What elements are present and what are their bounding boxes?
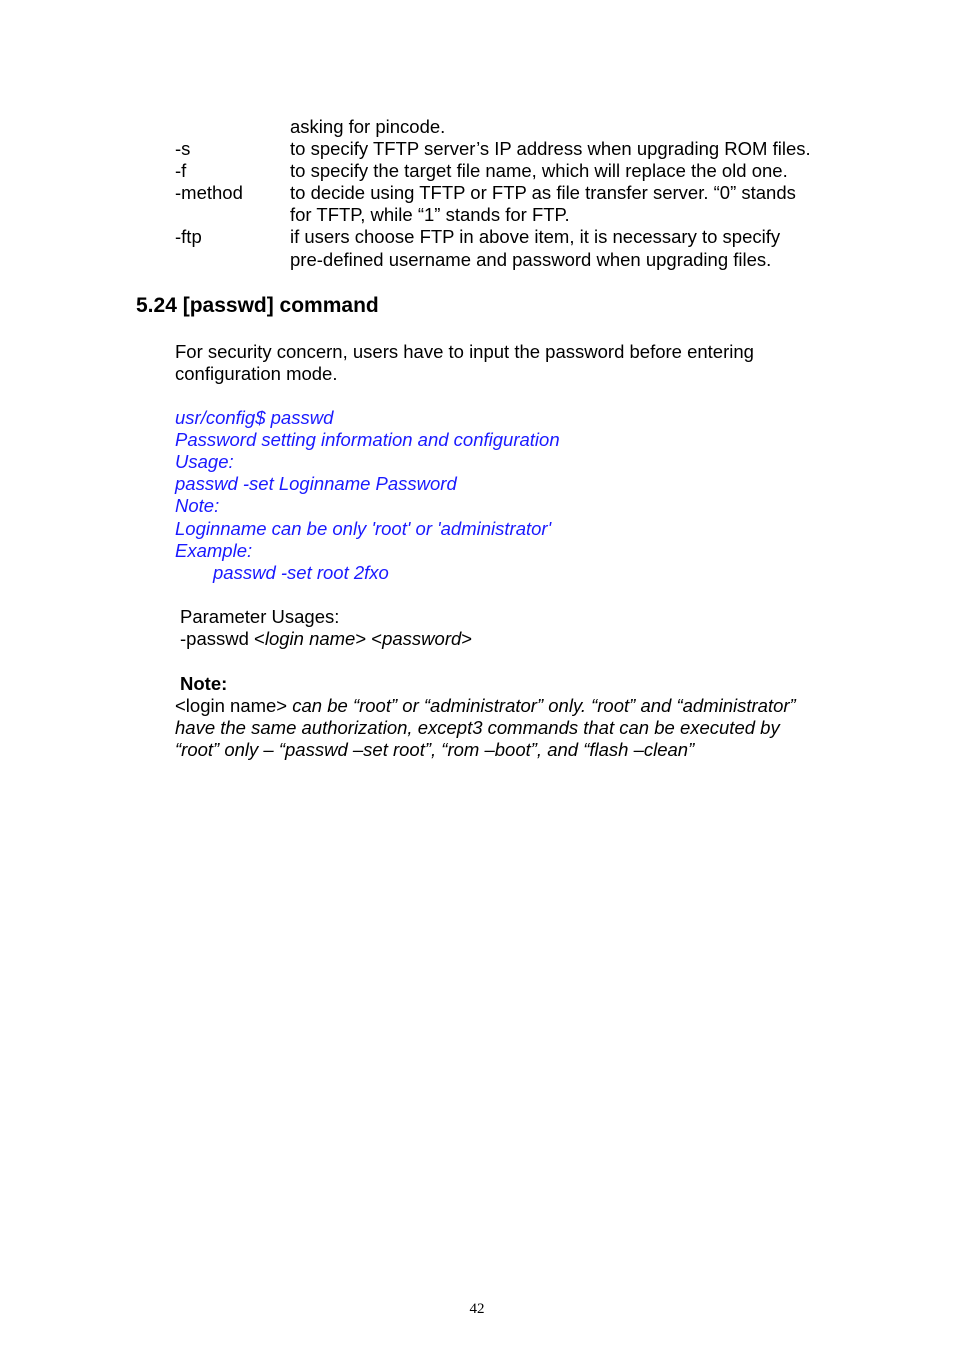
option-flag: -s xyxy=(175,138,191,159)
code-line: Loginname can be only 'root' or 'administrator' xyxy=(175,518,552,539)
intro-line: configuration mode. xyxy=(175,363,338,384)
option-flag: -method xyxy=(175,182,243,203)
option-desc: to specify the target file name, which will replace the old one. xyxy=(290,160,788,181)
param-usage: -passwd <login name> <password> xyxy=(180,628,473,649)
section-heading: 5.24 [passwd] command xyxy=(136,294,379,317)
note-line: “root” only – “passwd –set root”, “rom –boot”, and “flash –clean” xyxy=(175,739,695,760)
option-desc: if users choose FTP in above item, it is necessary to specify xyxy=(290,226,781,247)
option-desc: to specify TFTP server’s IP address when upgrading ROM files. xyxy=(290,138,811,159)
code-line: Example: xyxy=(175,540,253,561)
code-line: usr/config$ passwd xyxy=(175,407,334,428)
code-line: Usage: xyxy=(175,451,234,472)
param-title: Parameter Usages: xyxy=(180,606,340,627)
code-line: passwd -set Loginname Password xyxy=(175,473,457,494)
code-line: Note: xyxy=(175,495,220,516)
note-label: Note: xyxy=(180,673,228,694)
intro-line: For security concern, users have to input the password before entering xyxy=(175,341,754,362)
code-line: passwd -set root 2fxo xyxy=(213,562,389,583)
option-desc: pre-defined username and password when upgrading files. xyxy=(290,249,772,270)
code-line: Password setting information and configuration xyxy=(175,429,560,450)
note-line: <login name> can be “root” or “administrator” only. “root” and “administrator” xyxy=(175,695,796,716)
option-flag: -ftp xyxy=(175,226,202,247)
page-number: 42 xyxy=(469,1301,485,1317)
option-desc: to decide using TFTP or FTP as file transfer server. “0” stands xyxy=(290,182,796,203)
option-flag: -f xyxy=(175,160,187,181)
option-desc: for TFTP, while “1” stands for FTP. xyxy=(290,204,570,225)
note-line: have the same authorization, except3 commands that can be executed by xyxy=(175,717,780,738)
option-desc: asking for pincode. xyxy=(290,116,446,137)
